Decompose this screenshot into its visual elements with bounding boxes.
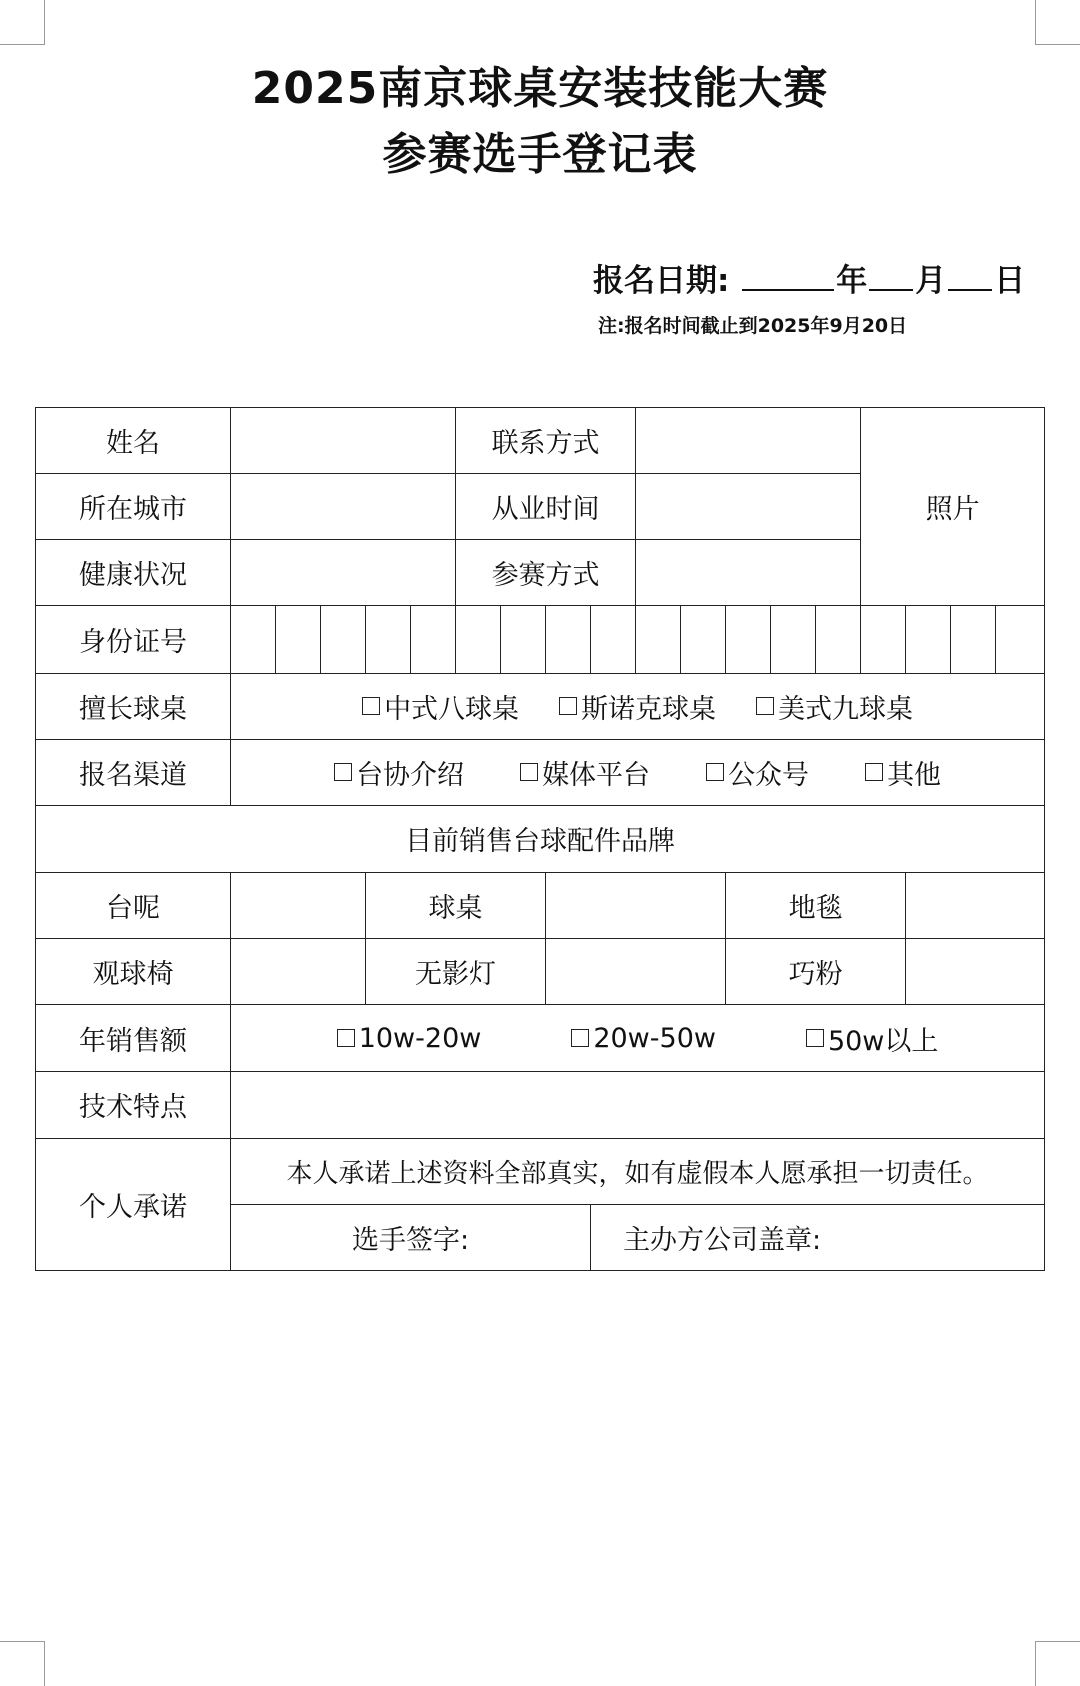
id-number-label: 身份证号: [36, 606, 231, 673]
id-digit-cell[interactable]: [816, 606, 861, 673]
participation-field[interactable]: [636, 540, 861, 606]
id-digit-cell[interactable]: [591, 606, 636, 673]
channel-options: [231, 739, 1045, 805]
experience-label: 从业时间: [456, 474, 636, 540]
checkbox-other[interactable]: 其他: [865, 753, 941, 792]
checkbox-icon: [756, 697, 774, 715]
checkbox-chinese-eight-ball[interactable]: 中式八球桌: [362, 687, 519, 726]
day-label: 日: [994, 263, 1026, 299]
checkbox-icon: [362, 697, 380, 715]
id-digit-cell[interactable]: [771, 606, 816, 673]
id-digit-cell[interactable]: [231, 606, 276, 673]
table-field[interactable]: [546, 872, 726, 938]
table-label: 球桌: [366, 872, 546, 938]
health-field[interactable]: [231, 540, 456, 606]
deadline-note: 注:报名时间截止到2025年9月20日: [598, 315, 908, 337]
id-digit-cell[interactable]: [681, 606, 726, 673]
crop-mark-bottom-left: [0, 1641, 45, 1686]
commitment-text: 本人承诺上述资料全部真实，如有虚假本人愿承担一切责任。: [231, 1138, 1045, 1204]
city-label: 所在城市: [36, 474, 231, 540]
checkbox-icon: [865, 763, 883, 781]
checkbox-icon: [337, 1029, 355, 1047]
id-digit-cell[interactable]: [321, 606, 366, 673]
year-blank[interactable]: [742, 263, 834, 291]
id-digit-cell[interactable]: [861, 606, 906, 673]
title-line-2: 参赛选手登记表: [382, 129, 698, 180]
checkbox-official-account[interactable]: 公众号: [706, 753, 809, 792]
id-digit-cell[interactable]: [636, 606, 681, 673]
checkbox-icon: [559, 697, 577, 715]
carpet-field[interactable]: [906, 872, 1045, 938]
specialty-options: [231, 673, 1045, 739]
city-field[interactable]: [231, 474, 456, 540]
specialty-label: 擅长球桌: [36, 673, 231, 739]
tech-field[interactable]: [231, 1072, 1045, 1138]
id-digit-cell[interactable]: [996, 606, 1045, 673]
chair-label: 观球椅: [36, 939, 231, 1005]
checkbox-icon: [520, 763, 538, 781]
checkbox-sales-50w-plus[interactable]: 50w以上: [806, 1019, 938, 1058]
lamp-field[interactable]: [546, 939, 726, 1005]
contact-field[interactable]: [636, 408, 861, 474]
registration-date: [593, 255, 1025, 300]
tech-label: 技术特点: [36, 1072, 231, 1138]
checkbox-icon: [334, 763, 352, 781]
id-digit-cell[interactable]: [546, 606, 591, 673]
signature-label[interactable]: 选手签字:: [231, 1204, 591, 1270]
lamp-label: 无影灯: [366, 939, 546, 1005]
id-digit-cell[interactable]: [726, 606, 771, 673]
checkbox-sales-20w-50w[interactable]: 20w-50w: [571, 1023, 716, 1054]
participation-label: 参赛方式: [456, 540, 636, 606]
cloth-field[interactable]: [231, 872, 366, 938]
checkbox-media[interactable]: 媒体平台: [520, 753, 650, 792]
month-blank[interactable]: [869, 263, 913, 291]
crop-mark-bottom-right: [1035, 1641, 1080, 1686]
crop-mark-top-right: [1035, 0, 1080, 45]
title-line-1: 2025南京球桌安装技能大赛: [251, 63, 829, 114]
checkbox-american-nine-ball[interactable]: 美式九球桌: [756, 687, 913, 726]
stamp-label[interactable]: 主办方公司盖章:: [591, 1204, 1045, 1270]
checkbox-icon: [806, 1029, 824, 1047]
checkbox-association[interactable]: 台协介绍: [334, 753, 464, 792]
sales-options: [231, 1005, 1045, 1072]
id-digit-cell[interactable]: [411, 606, 456, 673]
name-label: 姓名: [36, 408, 231, 474]
photo-box[interactable]: 照片: [861, 408, 1045, 606]
id-digit-cell[interactable]: [906, 606, 951, 673]
id-digit-cell[interactable]: [501, 606, 546, 673]
carpet-label: 地毯: [726, 872, 906, 938]
id-digit-cell[interactable]: [276, 606, 321, 673]
commitment-label: 个人承诺: [36, 1138, 231, 1270]
day-blank[interactable]: [948, 263, 992, 291]
checkbox-snooker[interactable]: 斯诺克球桌: [559, 687, 716, 726]
crop-mark-top-left: [0, 0, 45, 45]
chalk-label: 巧粉: [726, 939, 906, 1005]
registration-form-table: [35, 407, 1045, 1271]
brands-header: 目前销售台球配件品牌: [36, 805, 1045, 872]
id-digit-cell[interactable]: [366, 606, 411, 673]
year-label: 年: [836, 263, 868, 299]
month-label: 月: [915, 263, 947, 299]
checkbox-sales-10w-20w[interactable]: 10w-20w: [337, 1023, 482, 1054]
id-digit-cell[interactable]: [456, 606, 501, 673]
id-digit-cell[interactable]: [951, 606, 996, 673]
date-label: 报名日期:: [593, 263, 730, 299]
experience-field[interactable]: [636, 474, 861, 540]
cloth-label: 台呢: [36, 872, 231, 938]
contact-label: 联系方式: [456, 408, 636, 474]
checkbox-icon: [706, 763, 724, 781]
channel-label: 报名渠道: [36, 739, 231, 805]
name-field[interactable]: [231, 408, 456, 474]
sales-label: 年销售额: [36, 1005, 231, 1072]
health-label: 健康状况: [36, 540, 231, 606]
chalk-field[interactable]: [906, 939, 1045, 1005]
checkbox-icon: [571, 1029, 589, 1047]
chair-field[interactable]: [231, 939, 366, 1005]
